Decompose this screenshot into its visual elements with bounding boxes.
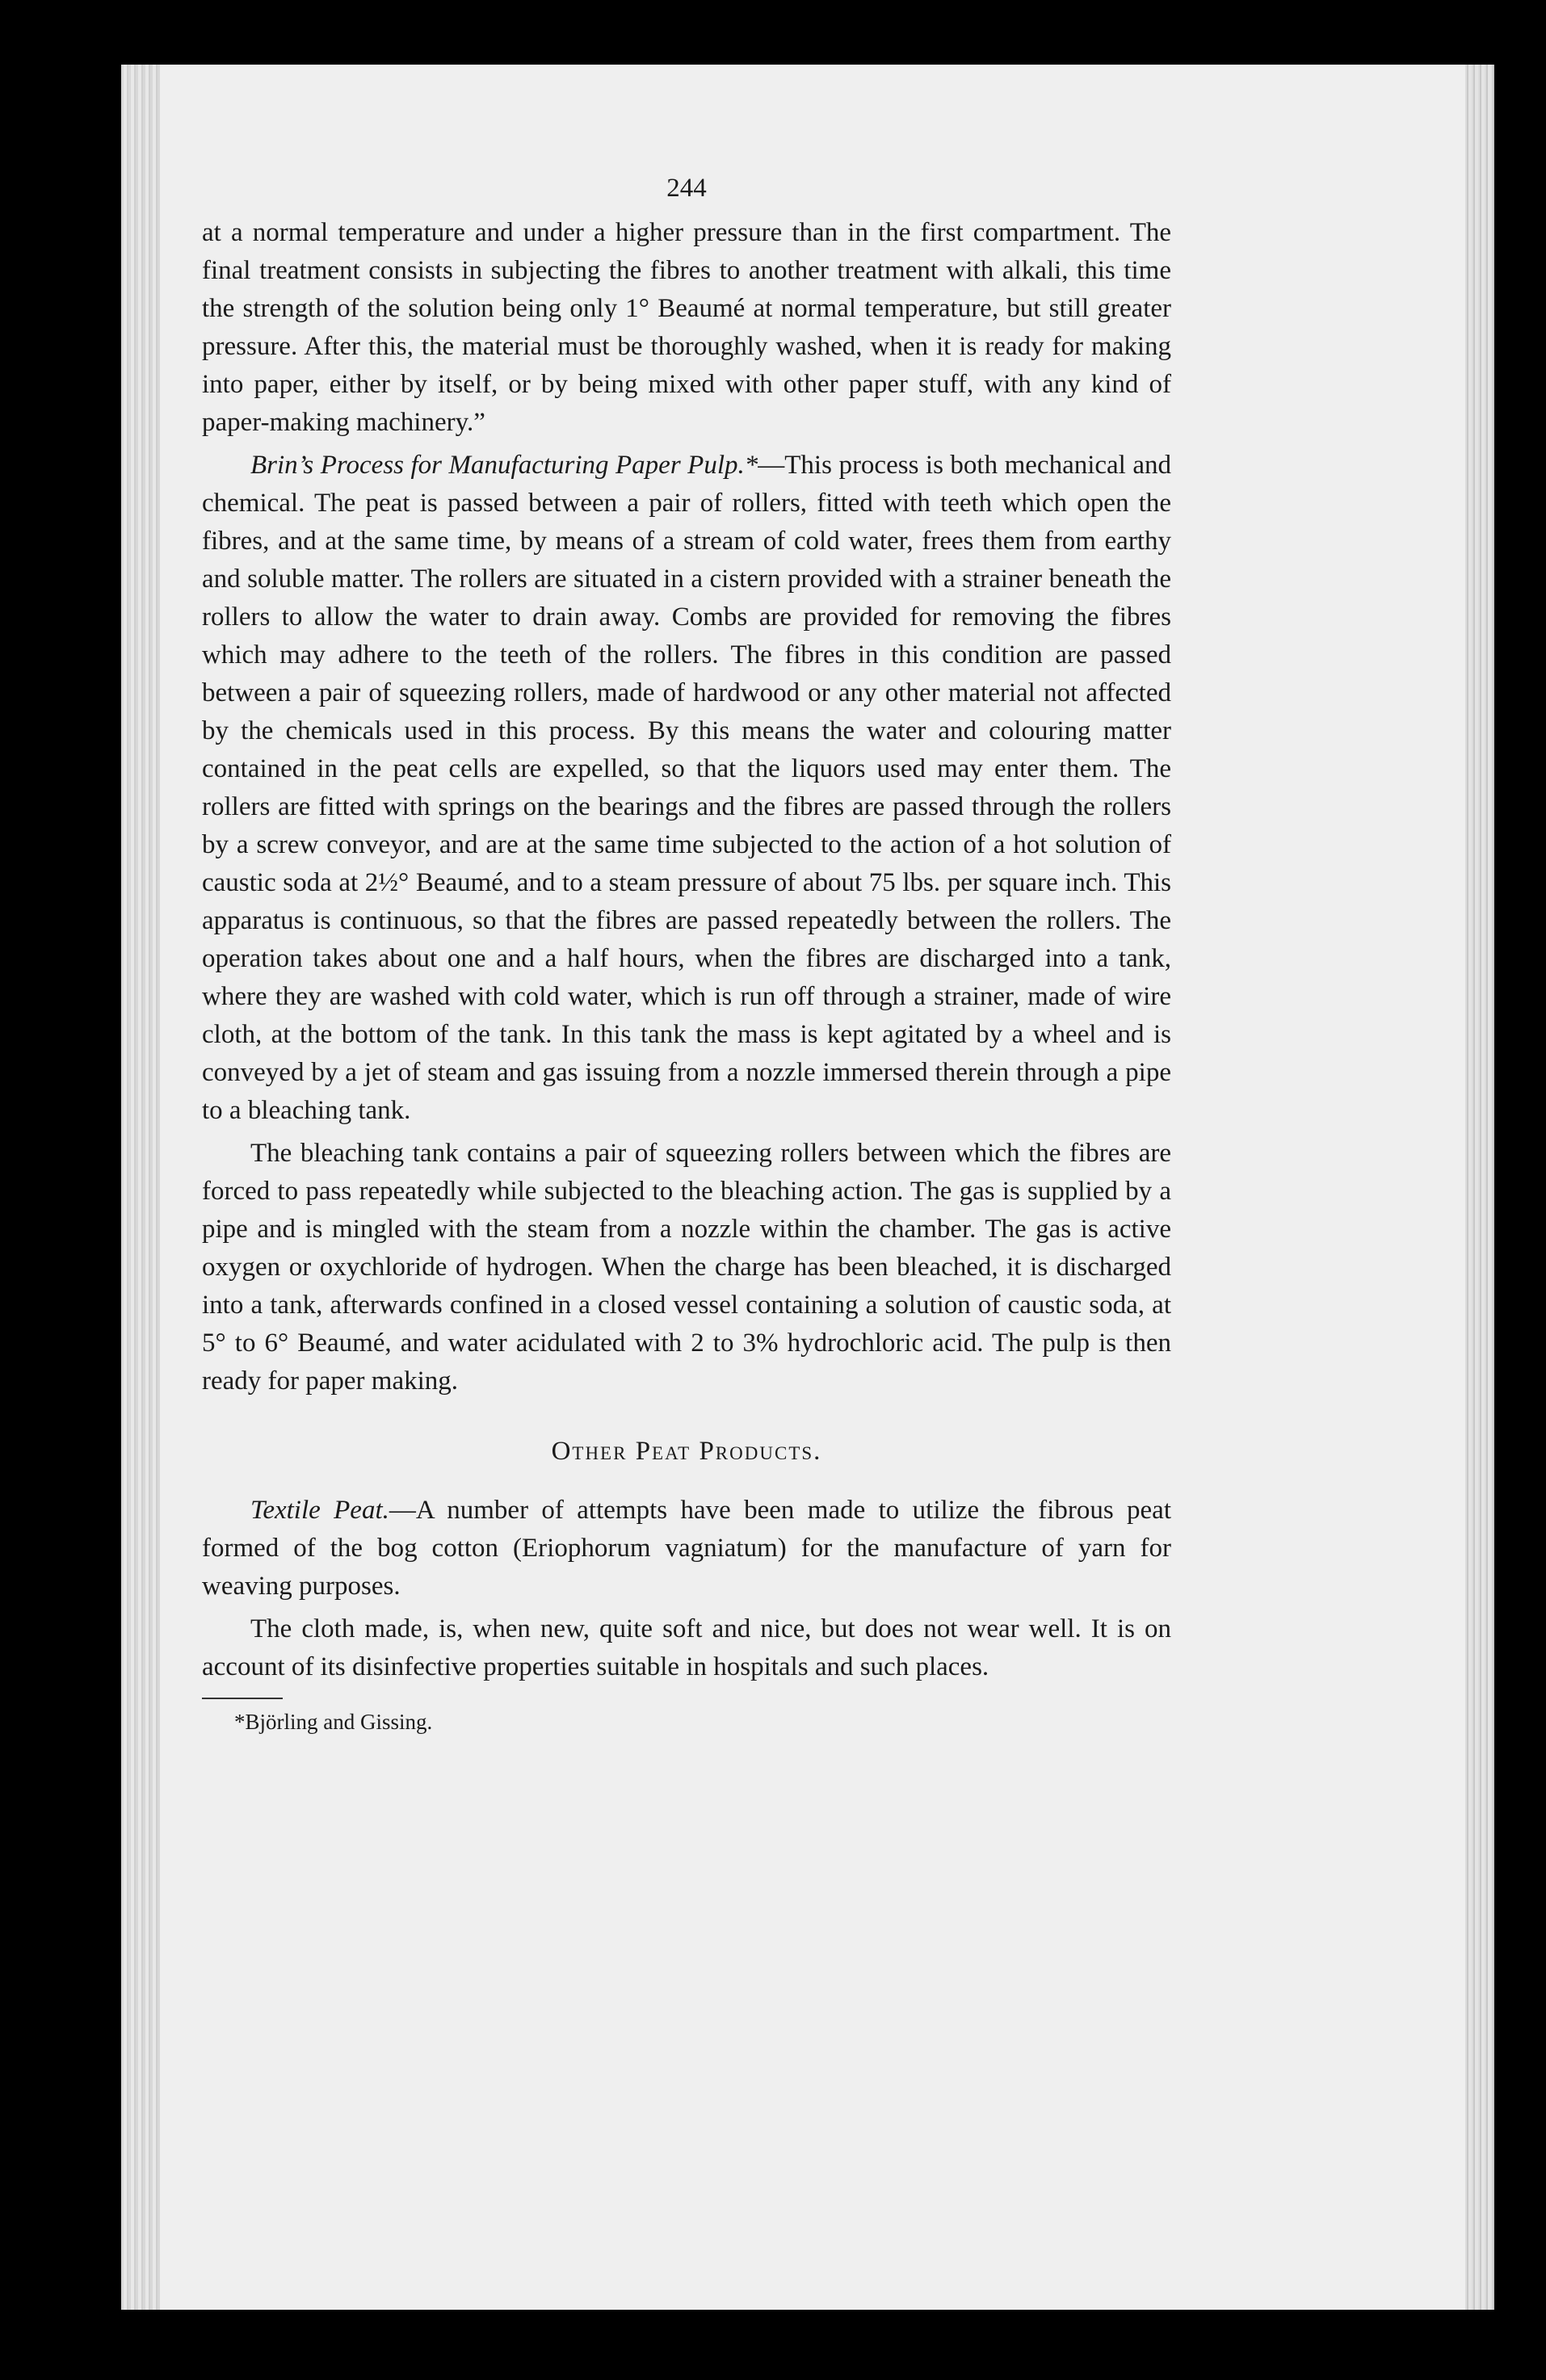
paragraph-brins-process: [202, 447, 1171, 1130]
page-text: [202, 170, 1171, 1736]
section-heading: Other Peat Products.: [551, 1437, 822, 1466]
paragraph-textile-peat: [202, 1492, 1171, 1606]
page-edge: [1465, 65, 1494, 2310]
paragraph-title: Brin’s Process for Manufacturing Paper Pulp.*: [250, 451, 758, 480]
footnote-rule: [202, 1698, 283, 1699]
binding-edge: [121, 65, 160, 2310]
paragraph-bleaching-tank: The bleaching tank contains a pair of squeezing rollers between which the fibres are forced to pass repeatedly while subjected to the bleaching action. The gas is supplied by a pipe and is mingled with the steam from a nozzle within the chamber. The gas is active oxygen or oxychloride of hydrogen. When the charge has been bleached, it is discharged into a tank, afterwards confined in a closed vessel containing a solution of caustic soda, at 5° to 6° Beaumé, and water acidulated with 2 to 3% hydrochloric acid. The pulp is then ready for paper making.: [202, 1139, 1171, 1396]
footnote: *Björling and Gissing.: [234, 1710, 433, 1734]
paragraph-cloth: The cloth made, is, when new, quite soft and nice, but does not wear well. It is on account of its disinfective properties suitable in hospitals and such places.: [202, 1614, 1171, 1681]
paragraph-body: —This process is both mechanical and chemical. The peat is passed between a pair of rollers, fitted with teeth which open the fibres, and at the same time, by means of a stream of cold water, frees them from earthy and soluble matter. The rollers are situated in a cistern provided with a strainer beneath the rollers to allow the water to drain away. Combs are provided for removing the fibres which may adhere to the teeth of the rollers. The fibres in this condition are passed between a pair of squeezing rollers, made of hardwood or any other material not affected by the chemicals used in this process. By this means the water and colouring matter contained in the peat cells are expelled, so that the liquors used may enter them. The rollers are fitted with springs on the bearings and the fibres are passed through the rollers by a screw conveyor, and are at the same time subjected to the action of a hot solution of caustic soda at 2½° Beaumé, and to a steam pressure of about 75 lbs. per square inch. This apparatus is continuous, so that the fibres are passed repeatedly between the rollers. The operation takes about one and a half hours, when the fibres are discharged into a tank, where they are washed with cold water, which is run off through a strainer, made of wire cloth, at the bottom of the tank. In this tank the mass is kept agitated by a wheel and is conveyed by a jet of steam and gas issuing from a nozzle immersed therein through a pipe to a bleaching tank.: [202, 451, 1172, 1125]
page-number: 244: [666, 174, 707, 203]
paragraph-title: Textile Peat.: [250, 1496, 389, 1525]
paragraph-body: —A number of attempts have been made to utilize the fibrous peat formed of the bog cotton (Eriophorum vagniatum) for the manufacture of yarn for weaving purposes.: [202, 1496, 1171, 1601]
paragraph-continuation: at a normal temperature and under a higher pressure than in the first compartment. The final treatment consists in subjecting the fibres to another treatment with alkali, this time the strength of the solution being only 1° Beaumé at normal temperature, but still greater pressure. After this, the material must be thoroughly washed, when it is ready for making into paper, either by itself, or by being mixed with other paper stuff, with any kind of paper-making machinery.”: [202, 218, 1171, 437]
